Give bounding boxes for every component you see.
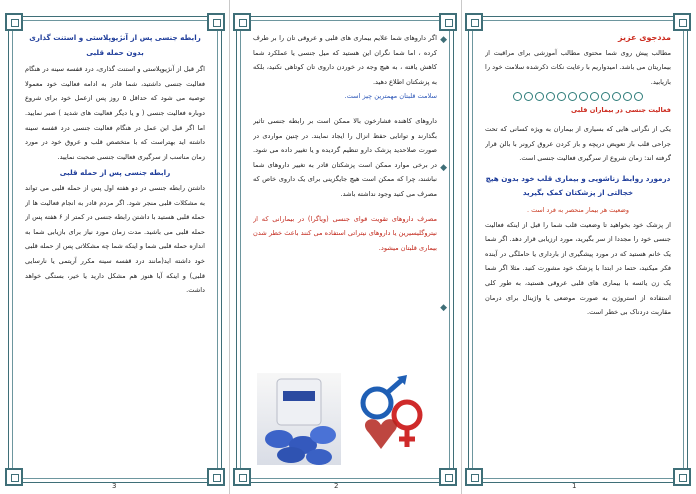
fold-line-left [229,0,230,494]
panel-page-1 [468,16,688,483]
bullet-blood-pressure-drugs: داروهای کاهنده فشارخون بالا ممکن است بر رابطه جنسی تاثیر بگذارند و توانایی حفظ انزال را ایجاد نمایند. در چنین مواردی در صورت صلاحدید پزشک دارو تنظیم گردیده و یا تغییر داده می شود. در برخی موارد ممکن است پزشکتان قادر به تغییر داروهای شما نباشند، چرا که ممکن است هیچ جایگزینی برای یک داروی خاص که مصرف می کنید وجود نداشته باشد. [253,116,437,198]
paragraph-angioplasty: اگر قبل از آنژیوپلاستی و استنت گذاری، درد قفسه سینه در هنگام فعالیت جنسی داشتید، شما قادر به ادامه فعالیت خود معمولا توصیه می شود که حداقل ۵ روز پس ازعمل خود برای شروع دوباره فعالیت جنسی ( و یا دیگر فعالیت های شدید ) صبر نمایید. اما اگر قبل این عمل در هنگام فعالیت جنسی درد قفسه سینه داشته اید بهتراست که با متخصص قلب و عروق خود در مورد زمان مناسب از سرگیری فعالیت جنسی صحبت نمایید. [25,65,205,161]
heart-symbols-image [347,373,437,465]
heading-after-angioplasty: رابطه جنسی پس از آنژیوپلاستی و استنت گذاری بدون حمله قلبی [29,33,201,57]
bullet-medications-libido: اگر داروهای شما علایم بیماری های قلبی و عروقی تان را بر طرف کرده ، اما شما نگران این هستید که میل جنسی یا عملکرد شما کاهش یافته ، به هیچ وجه در خوردن داروی تان کوتاهی نکنید، بلکه به پزشکتان اطلاع دهید. [253,34,437,86]
heart-health-note: سلامت قلبتان مهمترین چیز است. [344,92,437,101]
page-number-3: 3 [112,482,117,490]
bullet-viagra-warning: مصرف داروهای تقویت قوای جنسی (ویاگرا) در بیمارانی که از نیتروگلیسیرین یا داروهای نیتراتی استفاده می کنند باعث خطر شدن بیماری قلبتان میشود. [253,214,437,252]
diamond-bullet-icon: ◆ [440,163,447,173]
panel-page-3 [8,16,222,483]
heading-after-heart-attack: رابطه جنسی پس از حمله قلبی [59,168,171,178]
fold-line-right [461,0,462,494]
page-number-2: 2 [334,482,339,490]
decorative-chain-icon [485,92,671,101]
diamond-bullet-icon: ◆ [440,303,447,313]
pills-image [257,373,341,465]
paragraph-concern: یکی از نگرانی هایی که بسیاری از بیماران به ویژه کسانی که تحت جراحی قلب باز تعویض دریچه و باز کردن عروق کرونر با بالن قرار گرفته اند: زمان شروع از سرگیری فعالیت جنسی است. [485,124,671,163]
paragraph-evaluation: از پزشک خود بخواهید تا وضعیت قلب شما را قبل از اینکه فعالیت جنسی خود را مجددا از سر بگیرید، مورد ارزیابی قرار دهد. اگر شما یک خانم هستید که در مورد پیشگیری از بارداری یا حاملگی در آینده فکر میکنید، حتما در ابتدا با پزشک خود مشورت کنید. مثلا اگر شما یک زن یائسه با بیماری های قلبی عروقی هستید، به طور کلی استفاده از استروژن به صورت موضعی یا واژینال برای درمان مقاربت دردناک بی خطر است. [485,220,671,317]
subheading-unique-patient: وضعیت هر بیمار منحصر به فرد است . [527,205,629,214]
intro-paragraph: مطالب پیش روی شما محتوی مطالب آموزشی برای مراقبت از بیماریتان می باشد. امیدواریم با رعایت نکات ذکرشده سلامت خود را بازیابید. [485,48,671,86]
panel-page-2 [236,16,454,483]
heading-ask-doctor: درمورد روابط زناشویی و بیماری قلب خود بدون هیچ خجالتی از پزشکتان کمک بگیرید [485,173,671,198]
page-number-1: 1 [572,482,577,490]
paragraph-heart-attack: داشتن رابطه جنسی در دو هفته اول پس از حمله قلبی می تواند به مشکلات قلبی منجر شود. اگر مردم قادر به انجام فعالیت ها از حمله قلبی هستید با داشتن رابطه جنسی در کمتر از ۶ هفته پس از حمله قلبی می باشید. مدت زمان مورد نیاز برای بازیابی شما به اندازه حمله قلبی شما و اینکه شما چه مشکلاتی پس از حمله قلبی خود داشته اید(مانند درد قفسه سینه مکرر آریتمی یا نارسایی قلبی) و اینکه آیا هنوز هم مشکل دارید یا خیر، بستگی خواهد داشت. [25,183,205,295]
diamond-bullet-icon: ◆ [440,35,447,45]
greeting-title: مددجوی عزیز [618,33,671,42]
section-heading-heart-patients: فعالیت جنسی در بیماران قلبی [571,106,671,115]
